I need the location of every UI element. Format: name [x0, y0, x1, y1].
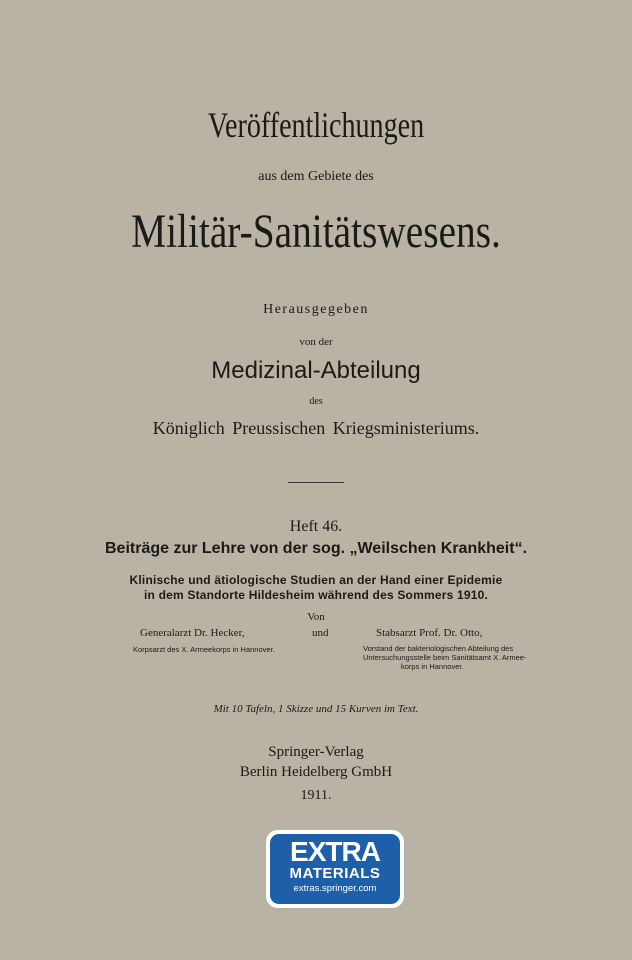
divider — [288, 482, 344, 483]
extra-materials-badge[interactable] — [266, 830, 404, 908]
volume-von: Von — [307, 611, 325, 623]
volume-number: Heft 46. — [289, 518, 343, 535]
badge-url-text: extras.springer.com — [293, 883, 377, 894]
series-main-title: Militär-Sanitätswesens. — [131, 205, 501, 258]
publication-year: 1911. — [300, 788, 332, 803]
author-2-affiliation-line-3: korps in Hannover. — [401, 662, 464, 671]
series-title: Veröffentlichungen — [207, 105, 425, 145]
volume-title: Beiträge zur Lehre von der sog. „Weilschen Krankheit“. — [104, 540, 528, 557]
volume-subtitle-line-2: in dem Standorte Hildesheim während des Sommers 1910. — [143, 588, 489, 602]
badge-materials-text: MATERIALS — [289, 865, 381, 882]
author-2-affiliation-line-2: Untersuchungsstelle beim Sanitätsamt X. Armee- — [363, 653, 527, 662]
editor-von-der: von der — [299, 336, 333, 348]
badge-extra-text: EXTRA — [290, 836, 380, 867]
author-conjunction: und — [312, 627, 329, 639]
author-1-affiliation: Korpsarzt des X. Armeekorps in Hannover. — [133, 645, 275, 654]
author-2-affiliation-line-1: Vorstand der bakteriologischen Abteilung des — [363, 644, 514, 653]
editor-des: des — [309, 396, 323, 407]
volume-subtitle-line-1: Klinische und ätiologische Studien an der Hand einer Epidemie — [129, 573, 503, 587]
series-subtitle: aus dem Gebiete des — [258, 169, 374, 184]
author-2-name: Stabsarzt Prof. Dr. Otto, — [376, 627, 483, 639]
publisher-name: Springer-Verlag — [268, 744, 364, 760]
author-1-name: Generalarzt Dr. Hecker, — [140, 627, 245, 639]
editor-department: Medizinal-Abteilung — [211, 357, 421, 384]
extra-materials-badge-inner — [270, 834, 400, 904]
editor-herausgegeben: Herausgegeben — [263, 302, 369, 317]
illustrations-note: Mit 10 Tafeln, 1 Skizze und 15 Kurven im Text. — [213, 703, 419, 715]
publisher-location: Berlin Heidelberg GmbH — [239, 764, 393, 780]
editor-ministry: Königlich Preussischen Kriegsministeriums. — [152, 418, 480, 438]
author-2-affiliation — [363, 644, 526, 671]
